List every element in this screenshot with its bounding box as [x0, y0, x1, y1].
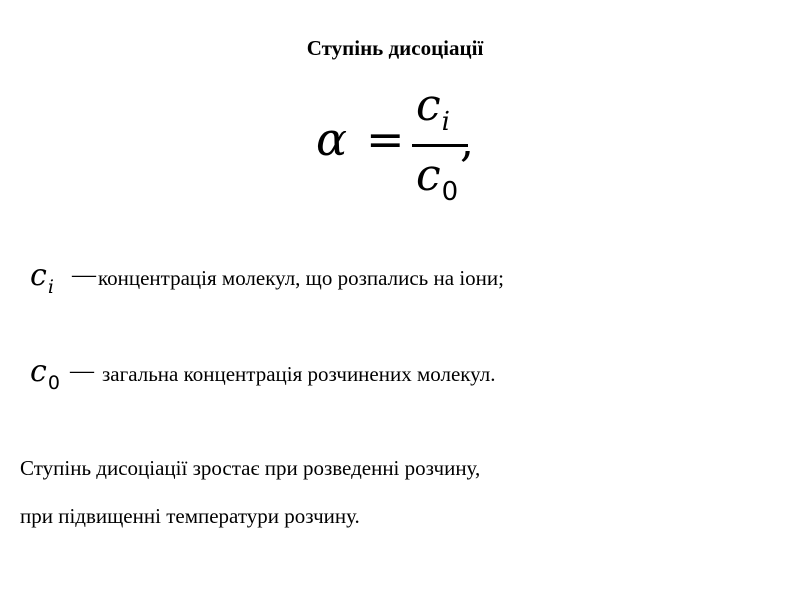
slide-title: Ступінь дисоціації: [306, 36, 484, 60]
numerator-symbol: c: [416, 80, 441, 131]
definition-text: концентрація молекул, що розпались на іони;: [98, 266, 504, 290]
definition-text: загальна концентрація розчинених молекул.: [102, 362, 496, 386]
formula-numerator: [416, 80, 450, 137]
note-line-2: при підвищенні температури розчину.: [20, 504, 360, 528]
definition-symbol: [30, 354, 60, 394]
definition-symbol-letter: c: [30, 354, 47, 389]
definition-dash: —: [72, 262, 96, 288]
definition-symbol-letter: c: [30, 258, 47, 293]
definition-dash: —: [70, 358, 94, 384]
definition-symbol: [30, 258, 54, 298]
alpha-symbol: α: [316, 112, 348, 166]
formula-denominator: [416, 150, 459, 207]
formula-comma: ,: [460, 116, 474, 167]
dissociation-formula: [310, 80, 490, 210]
note-line-1: Ступінь дисоціації зростає при розведенні розчину,: [20, 456, 481, 480]
denominator-subscript: 0: [441, 177, 459, 207]
definition-symbol-subscript: 0: [47, 372, 60, 394]
definition-symbol-subscript: i: [47, 276, 54, 298]
denominator-symbol: c: [416, 150, 441, 201]
numerator-subscript: i: [441, 107, 450, 137]
equals-sign: =: [366, 112, 405, 166]
